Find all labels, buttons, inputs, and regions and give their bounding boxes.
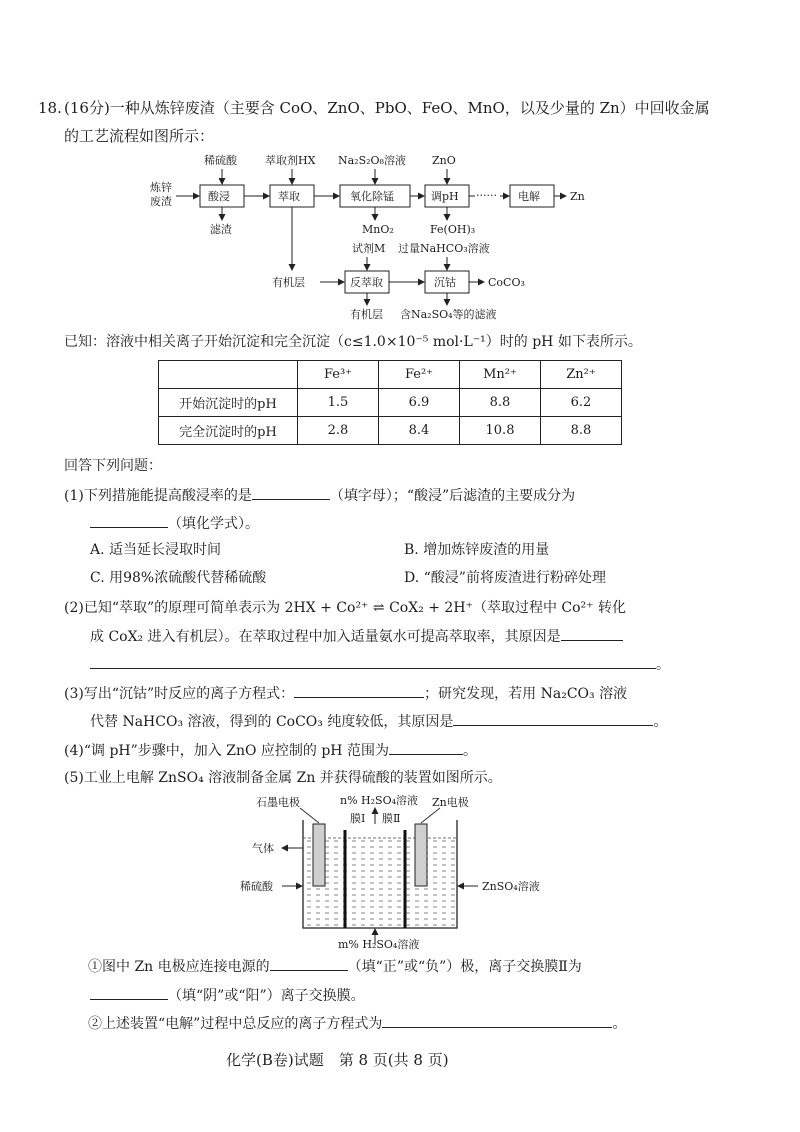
table-cell: Zn²⁺ [541, 361, 622, 389]
box-back-extract-label: 反萃取 [350, 276, 383, 289]
electrolyte-liquid [305, 838, 455, 926]
table-cell: Mn²⁺ [460, 361, 541, 389]
q2-line3 [90, 654, 670, 675]
q5-sub2-text: ②上述装置“电解”过程中总反应的离子方程式为 [88, 1016, 383, 1032]
q4-line [64, 740, 477, 761]
q1-text-c: （填化学式）。 [168, 516, 259, 532]
q4-end: 。 [462, 743, 477, 759]
known-info: 已知：溶液中相关离子开始沉淀和完全沉淀（c≤1.0×10⁻⁵ mol·L⁻¹）时的 pH 如下表所示。 [64, 334, 642, 350]
q3-line1 [64, 683, 627, 704]
page-footer: 化学(B卷)试题 第 8 页(共 8 页) [226, 1051, 449, 1069]
label-bottom-solution: m% H₂SO₄溶液 [338, 938, 420, 950]
q1-option-a: A. 适当延长浸取时间 [90, 542, 222, 558]
q5-blank-2[interactable] [90, 985, 168, 1000]
table-row [159, 389, 622, 417]
label-mno2: MnO₂ [362, 223, 394, 236]
q3-line2 [90, 711, 667, 732]
label-graphite: 石墨电极 [256, 796, 300, 809]
table-cell: 8.8 [541, 417, 622, 445]
table-cell [159, 361, 298, 389]
box-leach-label: 酸浸 [208, 190, 230, 203]
box-ph-label: 调pH [431, 190, 459, 203]
question-intro-line1: (16分)一种从炼锌废渣（主要含 CoO、ZnO、PbO、FeO、MnO，以及少量的 Zn）中回收金属 [64, 99, 710, 117]
q3-blank-1[interactable] [294, 683, 424, 698]
q3-blank-2[interactable] [453, 711, 653, 726]
label-filtrate: 含Na₂SO₄等的滤液 [400, 308, 497, 321]
table-cell: Fe²⁺ [379, 361, 460, 389]
q5-sub1-text-c: （填“阴”或“阳”）离子交换膜。 [168, 988, 365, 1004]
ph-table [158, 360, 622, 445]
electrolysis-cell-diagram [0, 790, 800, 950]
label-top-solution: n% H₂SO₄溶液 [340, 794, 418, 807]
table-cell: 6.2 [541, 389, 622, 417]
q2-blank-1[interactable] [561, 626, 623, 641]
box-electrolysis-label: 电解 [518, 190, 540, 203]
q3-end: 。 [653, 714, 668, 730]
label-feoh3: Fe(OH)₃ [430, 223, 476, 236]
table-cell: Fe³⁺ [298, 361, 379, 389]
table-cell: 8.4 [379, 417, 460, 445]
q5-sub1-line1 [88, 956, 582, 977]
q1-blank-2[interactable] [90, 513, 168, 528]
box-oxidize-label: 氧化除锰 [350, 190, 394, 203]
label-nahco3: 过量NaHCO₃溶液 [398, 242, 490, 255]
q1-option-d: D. “酸浸”前将废渣进行粉碎处理 [404, 570, 606, 586]
label-oxidant: Na₂S₂O₈溶液 [338, 154, 406, 167]
label-zn-out: Zn [570, 190, 585, 203]
label-start-2: 废渣 [150, 195, 172, 208]
label-membrane-2: 膜Ⅱ [382, 812, 401, 825]
label-acid: 稀硫酸 [204, 154, 237, 167]
q5-line: (5)工业上电解 ZnSO₄ 溶液制备金属 Zn 并获得硫酸的装置如图所示。 [64, 770, 502, 786]
table-cell: 1.5 [298, 389, 379, 417]
q1-option-b: B. 增加炼锌废渣的用量 [404, 542, 550, 558]
label-organic-1: 有机层 [272, 276, 305, 289]
q3-text-a: (3)写出“沉钴”时反应的离子方程式： [64, 686, 295, 702]
dots: ······ [476, 189, 497, 202]
question-intro-line2: 的工艺流程如图所示： [64, 127, 215, 145]
q1-text-a: (1)下列措施能提高酸浸率的是 [64, 488, 252, 504]
label-organic-2: 有机层 [350, 308, 383, 321]
table-cell: 6.9 [379, 389, 460, 417]
q2-line2 [90, 626, 623, 647]
table-cell: 开始沉淀时的pH [159, 389, 298, 417]
label-gas: 气体 [252, 842, 274, 855]
q1-text-b: （填字母）；“酸浸”后滤渣的主要成分为 [329, 488, 576, 504]
q5-sub1-text-b: （填“正”或“负”）极，离子交换膜Ⅱ为 [347, 959, 582, 975]
q5-sub1-line2 [90, 985, 365, 1006]
label-reagent-m: 试剂M [352, 242, 386, 255]
q1-blank-1[interactable] [252, 485, 330, 500]
q5-sub2-end: 。 [612, 1016, 627, 1032]
q5-blank-3[interactable] [382, 1013, 612, 1028]
q3-text-c: 代替 NaHCO₃ 溶液，得到的 CoCO₃ 纯度较低，其原因是 [90, 714, 454, 730]
question-number: 18. [38, 99, 62, 117]
q5-sub1-text-a: ①图中 Zn 电极应连接电源的 [88, 959, 270, 975]
label-zno: ZnO [432, 154, 456, 167]
q1-option-c: C. 用98%浓硫酸代替稀硫酸 [90, 570, 267, 586]
label-zn-electrode: Zn电极 [432, 796, 469, 809]
q2-end: 。 [656, 657, 670, 673]
q3-text-b: ；研究发现，若用 Na₂CO₃ 溶液 [424, 686, 628, 702]
table-cell: 2.8 [298, 417, 379, 445]
q2-blank-2[interactable] [90, 654, 656, 669]
graphite-electrode [313, 824, 325, 886]
q5-sub2-line [88, 1013, 626, 1034]
q1-line2 [90, 513, 259, 534]
q2-line1: (2)已知“萃取”的原理可简单表示为 2HX + Co²⁺ ⇌ CoX₂ + 2H⁺（萃取过程中 Co²⁺ 转化 [64, 600, 626, 616]
answer-prompt: 回答下列问题： [64, 458, 162, 474]
q4-text: (4)“调 pH”步骤中，加入 ZnO 应控制的 pH 范围为 [64, 743, 389, 759]
box-extract-label: 萃取 [278, 190, 300, 203]
label-residue: 滤渣 [210, 223, 232, 236]
zn-electrode [415, 824, 427, 886]
label-znso4: ZnSO₄溶液 [482, 880, 540, 893]
label-extractant: 萃取剂HX [265, 154, 316, 167]
table-cell: 完全沉淀时的pH [159, 417, 298, 445]
label-coco3: CoCO₃ [488, 276, 525, 289]
label-start-1: 炼锌 [150, 181, 172, 194]
q1-line1 [64, 485, 575, 506]
table-cell: 10.8 [460, 417, 541, 445]
table-header-row [159, 361, 622, 389]
table-cell: 8.8 [460, 389, 541, 417]
table-row [159, 417, 622, 445]
q4-blank[interactable] [389, 740, 463, 755]
label-dilute-acid: 稀硫酸 [240, 880, 273, 893]
q5-blank-1[interactable] [270, 956, 348, 971]
q2-text: 成 CoX₂ 进入有机层）。在萃取过程中加入适量氨水可提高萃取率，其原因是 [90, 629, 561, 645]
process-flow-diagram [0, 145, 800, 325]
label-membrane-1: 膜Ⅰ [350, 812, 366, 825]
box-precip-label: 沉钴 [434, 276, 456, 289]
